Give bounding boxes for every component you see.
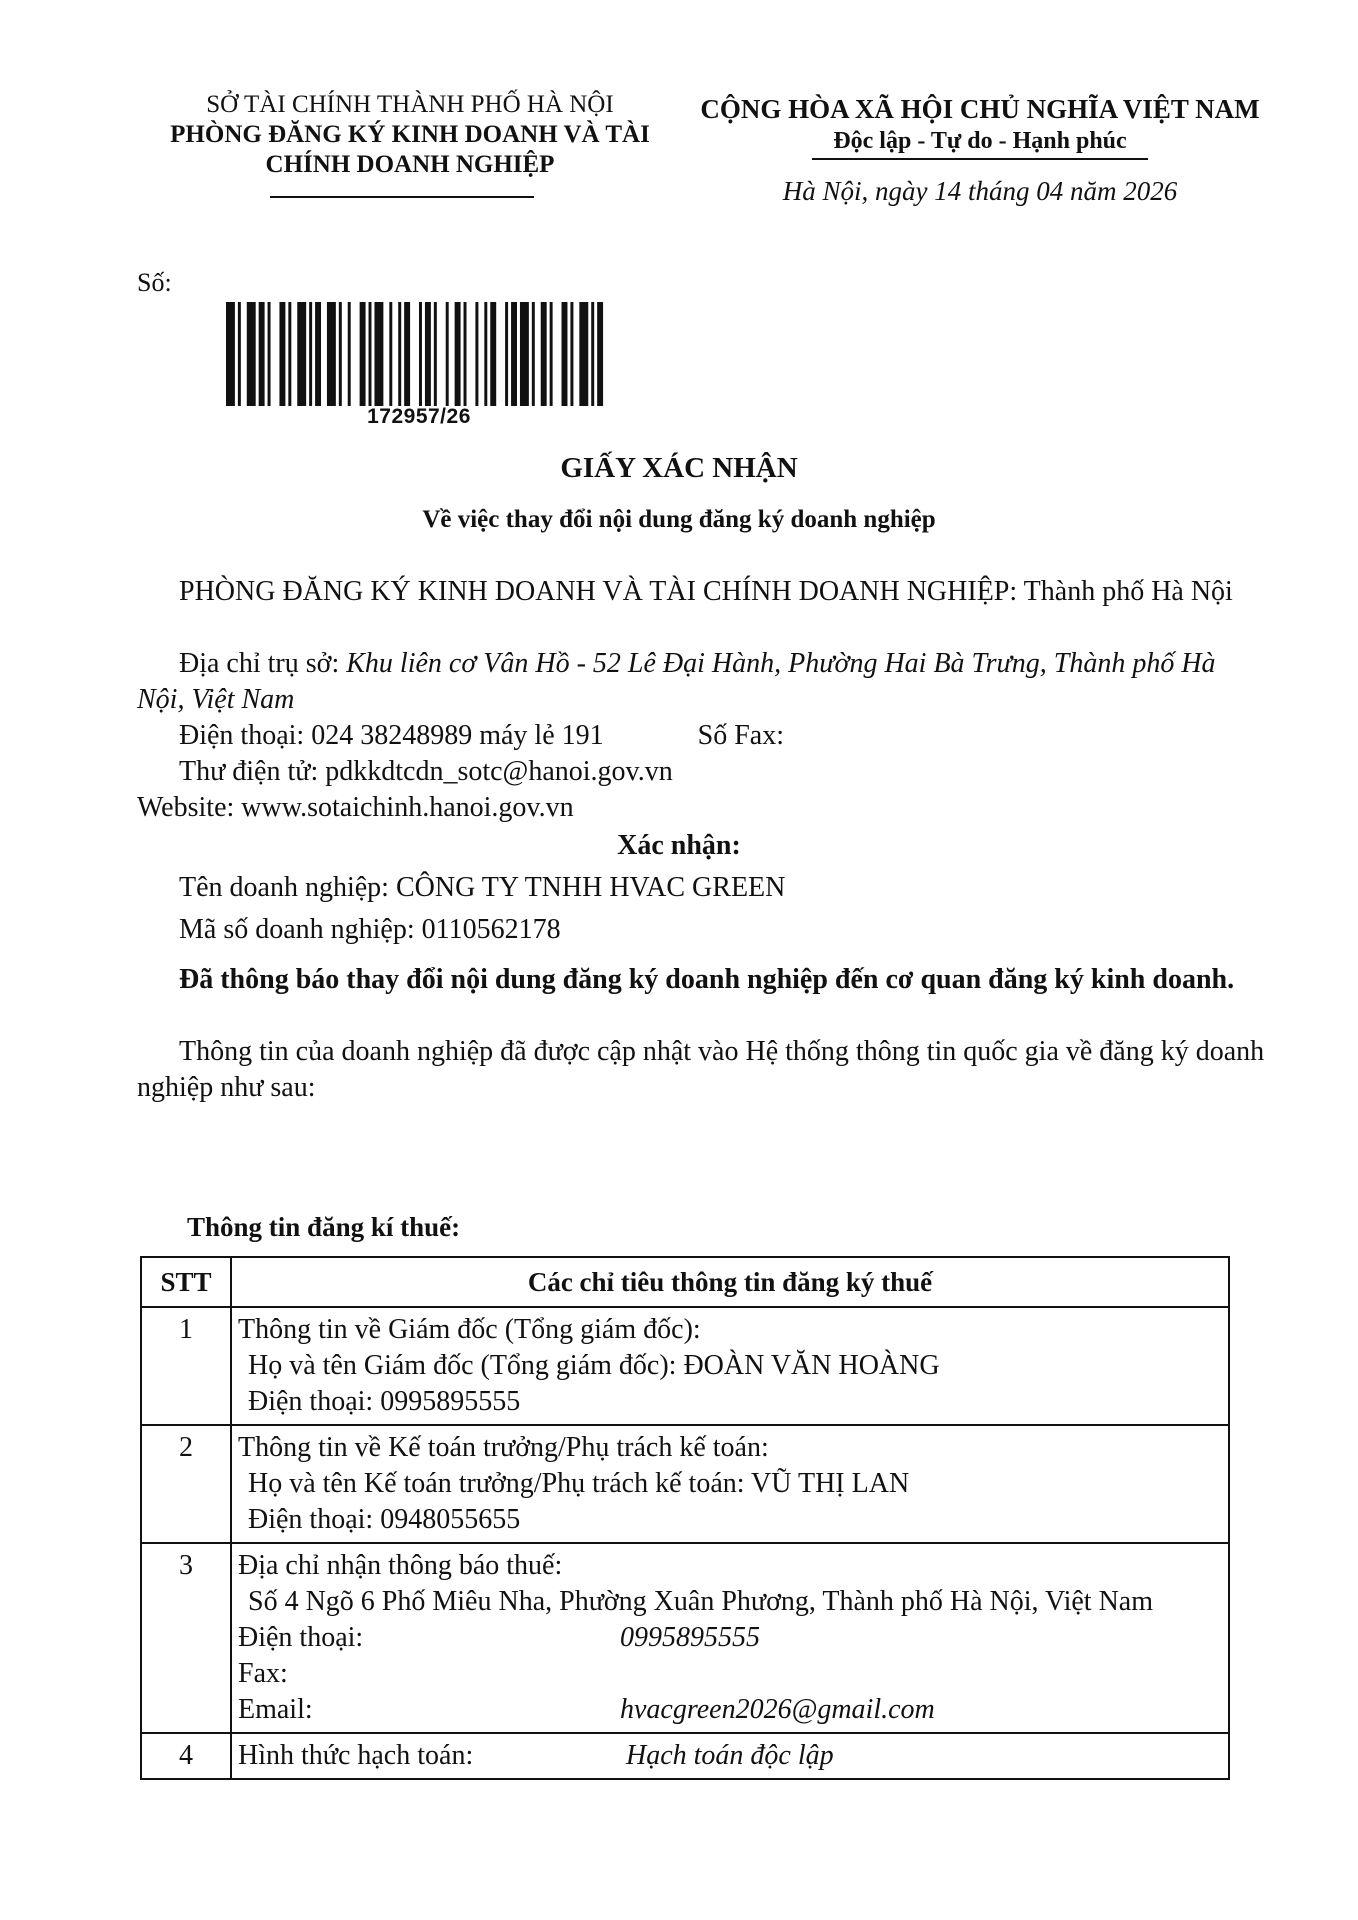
table-row: [141, 1425, 1229, 1543]
row-stt: 1: [141, 1307, 231, 1425]
barcode-bar: [238, 302, 241, 406]
barcode-bar: [339, 302, 342, 406]
tax-section-title: Thông tin đăng kí thuế:: [187, 1212, 461, 1242]
accounting-method-label: Hình thức hạch toán:: [238, 1740, 474, 1771]
barcode-bar: [268, 302, 271, 406]
office-phone-value: 024 38248989 máy lẻ 191: [311, 720, 604, 751]
tax-table: [140, 1256, 1230, 1780]
office-email-value: pdkkdtcdn_sotc@hanoi.gov.vn: [325, 756, 673, 787]
barcode-bar: [532, 302, 535, 406]
agency-line-1: SỞ TÀI CHÍNH THÀNH PHỐ HÀ NỘI: [206, 91, 614, 118]
accounting-method: [238, 1738, 1222, 1774]
office-phone: [137, 718, 1267, 754]
motto-underline: [812, 158, 1148, 160]
row-content: [231, 1307, 1229, 1425]
agency-underline: [270, 196, 534, 198]
row-content: [231, 1543, 1229, 1733]
barcode-bar: [369, 302, 372, 406]
agency-line-2: PHÒNG ĐĂNG KÝ KINH DOANH VÀ TÀI: [170, 121, 650, 148]
table-row: [141, 1307, 1229, 1425]
office-address-label: Địa chỉ trụ sở:: [179, 648, 340, 679]
barcode-number: 172957/26: [367, 405, 471, 428]
tax-email-value: hvacgreen2026@gmail.com: [620, 1694, 935, 1725]
barcode-bar: [389, 302, 392, 406]
barcode: [226, 302, 612, 406]
office-address-value: Khu liên cơ Vân Hồ - 52 Lê Đại Hành, Phường Hai Bà Trưng, Thành phố Hà Nội, Việt Nam: [137, 648, 1216, 715]
barcode-bar: [297, 302, 306, 406]
office-fax-label: Số Fax:: [697, 720, 784, 751]
nation-line-1: CỘNG HÒA XÃ HỘI CHỦ NGHĨA VIỆT NAM: [700, 94, 1260, 124]
row-content: [231, 1733, 1229, 1779]
tax-phone-value: 0995895555: [620, 1622, 760, 1653]
row-stt: 4: [141, 1733, 231, 1779]
barcode-bar: [511, 302, 517, 406]
director-name-value: ĐOÀN VĂN HOÀNG: [683, 1350, 940, 1381]
national-motto: [680, 92, 1280, 156]
director-name-label: Họ và tên Giám đốc (Tổng giám đốc):: [248, 1350, 677, 1381]
accountant-phone-label: Điện thoại:: [248, 1504, 374, 1535]
table-row: [141, 1733, 1229, 1779]
barcode-bar: [520, 302, 529, 406]
col-info-header: Các chỉ tiêu thông tin đăng ký thuế: [231, 1257, 1229, 1307]
company-code-value: 0110562178: [421, 914, 561, 945]
barcode-bar: [455, 302, 461, 406]
barcode-bar: [360, 302, 366, 406]
document-subtitle: Về việc thay đổi nội dung đăng ký doanh nghiệp: [422, 506, 936, 533]
accountant-phone-value: 0948055655: [380, 1504, 521, 1535]
office-name-label: PHÒNG ĐĂNG KÝ KINH DOANH VÀ TÀI CHÍNH DOANH NGHIỆP:: [179, 576, 1018, 607]
barcode-bar: [591, 302, 594, 406]
barcode-bar: [309, 302, 312, 406]
barcode-bar: [279, 302, 285, 406]
barcode-bar: [475, 302, 478, 406]
tax-phone-label: Điện thoại:: [238, 1622, 364, 1653]
director-phone-label: Điện thoại:: [248, 1386, 374, 1417]
agency-line-3: CHÍNH DOANH NGHIỆP: [265, 151, 555, 178]
barcode-bar: [541, 302, 547, 406]
col-stt-header: STT: [141, 1257, 231, 1307]
company-name: [137, 870, 1267, 906]
company-code: [137, 912, 1267, 948]
office-website: [137, 790, 1267, 826]
office-phone-label: Điện thoại:: [179, 720, 305, 751]
barcode-bar: [419, 302, 422, 406]
row-stt: 3: [141, 1543, 231, 1733]
barcode-bar: [327, 302, 336, 406]
company-code-label: Mã số doanh nghiệp:: [179, 914, 415, 945]
director-name: [238, 1348, 1222, 1384]
accountant-name: [238, 1466, 1222, 1502]
office-website-label: Website:: [137, 792, 235, 823]
barcode-bar: [374, 302, 383, 406]
office-website-value: www.sotaichinh.hanoi.gov.vn: [241, 792, 574, 823]
barcode-bar: [464, 302, 467, 406]
nation-line-2: Độc lập - Tự do - Hạnh phúc: [833, 128, 1127, 154]
office-name-value: Thành phố Hà Nội: [1023, 576, 1233, 607]
tax-notice-address: Số 4 Ngõ 6 Phố Miêu Nha, Phường Xuân Phương, Thành phố Hà Nội, Việt Nam: [248, 1586, 1153, 1617]
barcode-bar: [259, 302, 265, 406]
barcode-bar: [434, 302, 437, 406]
barcode-bar: [348, 302, 351, 406]
barcode-bar: [597, 302, 603, 406]
barcode-bar: [404, 302, 410, 406]
barcode-bar: [570, 302, 573, 406]
tax-email-label: Email:: [238, 1694, 313, 1725]
notice-text: Thông tin của doanh nghiệp đã được cập nhật vào Hệ thống thông tin quốc gia về đăng ký doanh nghiệp như sau:: [137, 1036, 1265, 1103]
accounting-method-value: Hạch toán độc lập: [626, 1740, 834, 1771]
tax-phone: [238, 1620, 1222, 1656]
tax-email: [238, 1692, 1222, 1728]
barcode-bar: [315, 302, 321, 406]
director-phone-value: 0995895555: [380, 1386, 521, 1417]
row-content: [231, 1425, 1229, 1543]
office-address: [137, 646, 1267, 718]
row-heading: Địa chỉ nhận thông báo thuế:: [238, 1550, 563, 1581]
company-name-label: Tên doanh nghiệp:: [179, 872, 389, 903]
director-phone: [238, 1384, 1222, 1420]
row-heading: Thông tin về Giám đốc (Tổng giám đốc):: [238, 1314, 701, 1345]
company-name-value: CÔNG TY TNHH HVAC GREEN: [395, 872, 786, 903]
barcode-bar: [288, 302, 291, 406]
accountant-phone: [238, 1502, 1222, 1538]
confirm-heading: Xác nhận:: [617, 830, 741, 861]
office-email-label: Thư điện tử:: [179, 756, 319, 787]
issuing-agency: [140, 90, 680, 180]
table-row: [141, 1543, 1229, 1733]
accountant-name-value: VŨ THỊ LAN: [751, 1468, 910, 1499]
accountant-name-label: Họ và tên Kế toán trưởng/Phụ trách kế toán:: [248, 1468, 745, 1499]
notice-bold: Đã thông báo thay đổi nội dung đăng ký doanh nghiệp đến cơ quan đăng ký kinh doanh.: [179, 964, 1235, 995]
barcode-bar: [398, 302, 401, 406]
barcode-bar: [425, 302, 431, 406]
document-title: GIẤY XÁC NHẬN: [560, 452, 798, 484]
row-heading: Thông tin về Kế toán trưởng/Phụ trách kế toán:: [238, 1432, 769, 1463]
barcode-bar: [579, 302, 588, 406]
barcode-bar: [247, 302, 256, 406]
office-name: [137, 574, 1267, 610]
barcode-bar: [226, 302, 235, 406]
barcode-bar: [484, 302, 487, 406]
table-header-row: [141, 1257, 1229, 1307]
document-number-label: Số:: [137, 268, 172, 297]
barcode-bar: [490, 302, 496, 406]
issue-date: Hà Nội, ngày 14 tháng 04 năm 2026: [782, 176, 1178, 206]
tax-fax-label: Fax:: [238, 1658, 288, 1689]
barcode-bar: [550, 302, 553, 406]
barcode-bar: [446, 302, 449, 406]
row-stt: 2: [141, 1425, 231, 1543]
barcode-bar: [562, 302, 568, 406]
office-email: [137, 754, 1267, 790]
barcode-bar: [505, 302, 508, 406]
